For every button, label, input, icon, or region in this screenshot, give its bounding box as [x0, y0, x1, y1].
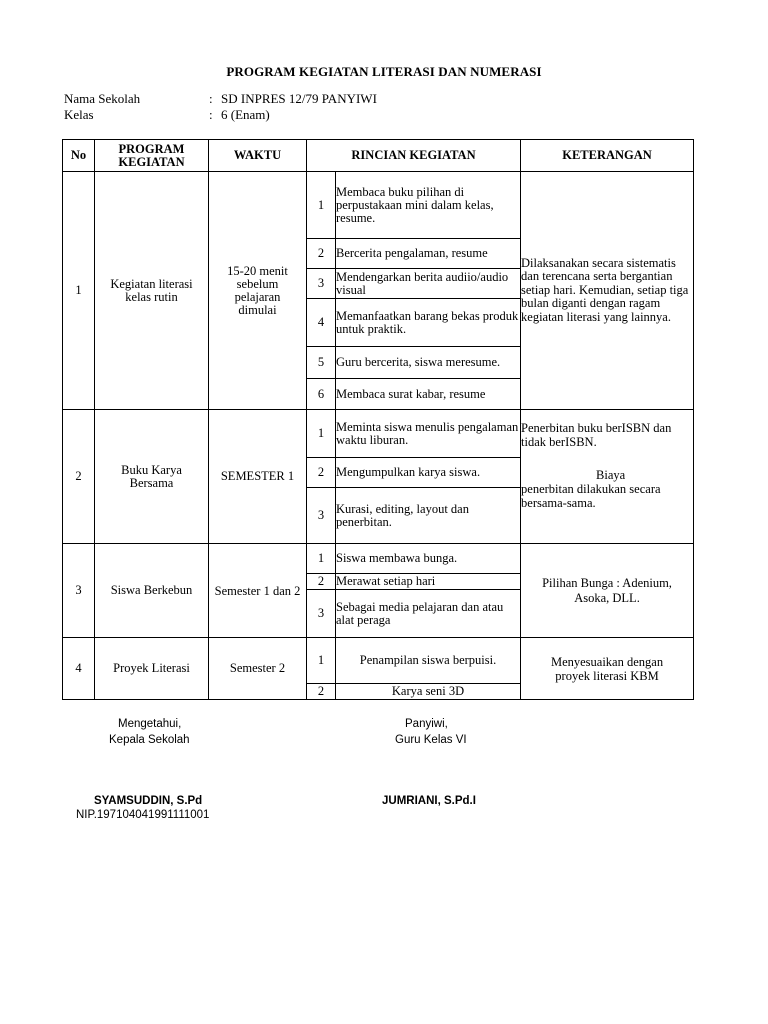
- item-text: Penampilan siswa berpuisi.: [336, 638, 521, 684]
- class-value: 6 (Enam): [221, 107, 270, 122]
- keterangan-cell: Menyesuaikan dengan proyek literasi KBM: [521, 638, 694, 700]
- item-text: Membaca buku pilihan di perpustakaan mini dalam kelas, resume.: [336, 172, 521, 239]
- signature-right-line2: Guru Kelas VI: [395, 734, 467, 746]
- item-number: 1: [307, 638, 336, 684]
- row-number: 2: [63, 410, 95, 544]
- item-text: Guru bercerita, siswa meresume.: [336, 347, 521, 379]
- item-number: 2: [307, 574, 336, 590]
- waktu-cell: 15-20 menit sebelum pelajaran dimulai: [209, 172, 307, 410]
- header-keterangan: KETERANGAN: [521, 140, 694, 172]
- header-rincian: RINCIAN KEGIATAN: [307, 140, 521, 172]
- item-text: Karya seni 3D: [336, 684, 521, 700]
- item-text: Bercerita pengalaman, resume: [336, 239, 521, 269]
- item-number: 4: [307, 299, 336, 347]
- item-number: 5: [307, 347, 336, 379]
- item-number: 1: [307, 410, 336, 458]
- item-number: 3: [307, 269, 336, 299]
- table-row: [63, 410, 694, 458]
- row-number: 4: [63, 638, 95, 700]
- keterangan-text: penerbitan dilakukan secara bersama-sama.: [521, 482, 661, 510]
- keterangan-cell: Pilihan Bunga : Adenium, Asoka, DLL.: [521, 544, 694, 638]
- keterangan-cell: Dilaksanakan secara sistematis dan terencana serta bergantian setiap hari. Kemudian, setiap tiga bulan diganti dengan ragam kegiatan literasi yang lainnya.: [521, 172, 694, 410]
- school-separator: :: [209, 91, 213, 106]
- item-text: Mendengarkan berita audiio/audio visual: [336, 269, 521, 299]
- item-number: 2: [307, 239, 336, 269]
- item-text: Memanfaatkan barang bekas produk untuk praktik.: [336, 299, 521, 347]
- table-row: [63, 638, 694, 684]
- item-number: 2: [307, 684, 336, 700]
- item-text: Siswa membawa bunga.: [336, 544, 521, 574]
- class-label: Kelas: [64, 107, 94, 122]
- table-header-row: [63, 140, 694, 172]
- signature-right-line1: Panyiwi,: [405, 718, 448, 730]
- program-cell: Proyek Literasi: [95, 638, 209, 700]
- row-number: 3: [63, 544, 95, 638]
- item-text: Membaca surat kabar, resume: [336, 379, 521, 410]
- signature-left-line1: Mengetahui,: [118, 718, 182, 730]
- program-table: [62, 139, 694, 700]
- keterangan-cell: [521, 410, 694, 544]
- item-number: 1: [307, 172, 336, 239]
- header-program: PROGRAM KEGIATAN: [95, 140, 209, 172]
- keterangan-text: Penerbitan buku berISBN dan tidak berISBN.: [521, 421, 672, 449]
- document-title: PROGRAM KEGIATAN LITERASI DAN NUMERASI: [226, 64, 542, 79]
- signature-left-nip: NIP.197104041991111001: [76, 809, 210, 821]
- item-number: 2: [307, 458, 336, 488]
- program-cell: Buku Karya Bersama: [95, 410, 209, 544]
- school-label: Nama Sekolah: [64, 91, 141, 106]
- item-text: Merawat setiap hari: [336, 574, 521, 590]
- signature-left-name: SYAMSUDDIN, S.Pd: [94, 795, 203, 807]
- keterangan-text: Biaya: [596, 468, 626, 482]
- item-text: Sebagai media pelajaran dan atau alat peraga: [336, 590, 521, 638]
- signature-right-name: JUMRIANI, S.Pd.I: [382, 795, 476, 807]
- item-number: 3: [307, 488, 336, 544]
- table-row: [63, 172, 694, 239]
- row-number: 1: [63, 172, 95, 410]
- class-separator: :: [209, 107, 213, 122]
- header-waktu: WAKTU: [209, 140, 307, 172]
- item-number: 3: [307, 590, 336, 638]
- waktu-cell: Semester 2: [209, 638, 307, 700]
- program-cell: Siswa Berkebun: [95, 544, 209, 638]
- item-number: 6: [307, 379, 336, 410]
- header-no: No: [63, 140, 95, 172]
- school-value: SD INPRES 12/79 PANYIWI: [221, 91, 377, 106]
- item-text: Meminta siswa menulis pengalaman waktu liburan.: [336, 410, 521, 458]
- keterangan-spacer: [521, 449, 693, 483]
- signature-left-line2: Kepala Sekolah: [109, 734, 190, 746]
- program-cell: Kegiatan literasi kelas rutin: [95, 172, 209, 410]
- waktu-cell: SEMESTER 1: [209, 410, 307, 544]
- table-row: [63, 544, 694, 574]
- item-text: Mengumpulkan karya siswa.: [336, 458, 521, 488]
- waktu-cell: Semester 1 dan 2: [209, 544, 307, 638]
- item-text: Kurasi, editing, layout dan penerbitan.: [336, 488, 521, 544]
- item-number: 1: [307, 544, 336, 574]
